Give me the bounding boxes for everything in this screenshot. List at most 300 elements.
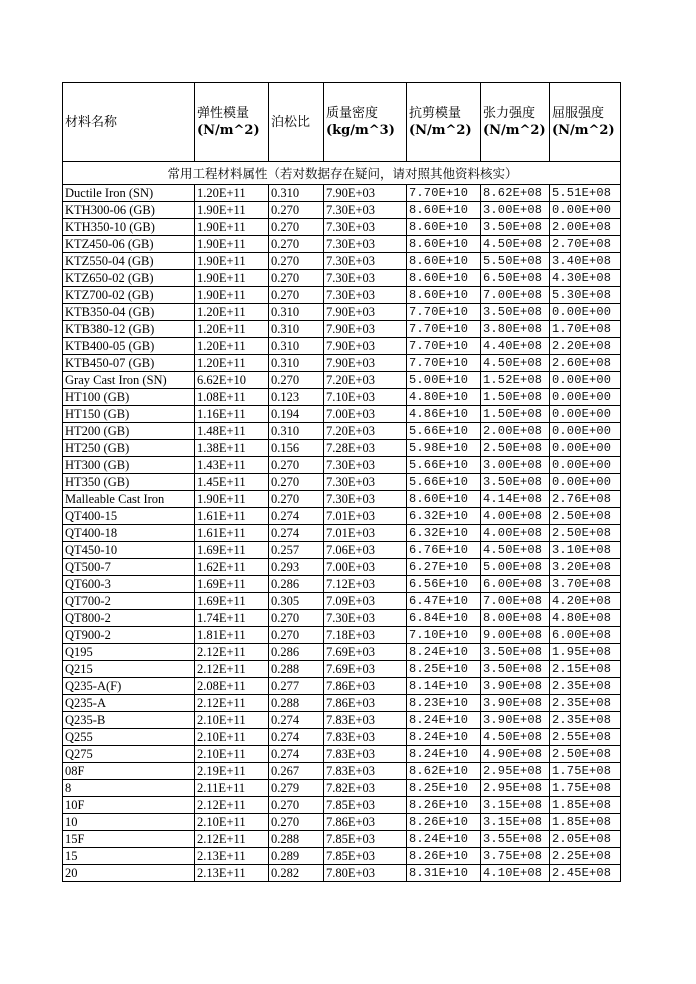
cell-shear-modulus: 8.23E+10 bbox=[407, 695, 481, 712]
cell-tensile-strength: 9.00E+08 bbox=[481, 627, 550, 644]
cell-mass-density: 7.86E+03 bbox=[324, 695, 407, 712]
cell-yield-strength: 1.95E+08 bbox=[550, 644, 621, 661]
table-row bbox=[63, 202, 621, 219]
cell-poisson-ratio: 0.274 bbox=[269, 525, 324, 542]
cell-poisson-ratio: 0.274 bbox=[269, 729, 324, 746]
cell-yield-strength: 1.75E+08 bbox=[550, 763, 621, 780]
table-row bbox=[63, 270, 621, 287]
cell-material-name: KTZ450-06 (GB) bbox=[63, 236, 195, 253]
cell-shear-modulus: 6.47E+10 bbox=[407, 593, 481, 610]
cell-poisson-ratio: 0.270 bbox=[269, 627, 324, 644]
cell-mass-density: 7.85E+03 bbox=[324, 848, 407, 865]
cell-poisson-ratio: 0.270 bbox=[269, 814, 324, 831]
cell-elastic-modulus: 1.43E+11 bbox=[195, 457, 269, 474]
cell-material-name: Q195 bbox=[63, 644, 195, 661]
cell-material-name: KTB350-04 (GB) bbox=[63, 304, 195, 321]
cell-tensile-strength: 4.50E+08 bbox=[481, 236, 550, 253]
cell-yield-strength: 3.70E+08 bbox=[550, 576, 621, 593]
cell-mass-density: 7.06E+03 bbox=[324, 542, 407, 559]
cell-poisson-ratio: 0.274 bbox=[269, 712, 324, 729]
cell-mass-density: 7.90E+03 bbox=[324, 304, 407, 321]
cell-elastic-modulus: 2.12E+11 bbox=[195, 661, 269, 678]
cell-elastic-modulus: 1.45E+11 bbox=[195, 474, 269, 491]
cell-tensile-strength: 2.00E+08 bbox=[481, 423, 550, 440]
cell-material-name: KTZ650-02 (GB) bbox=[63, 270, 195, 287]
cell-tensile-strength: 2.50E+08 bbox=[481, 440, 550, 457]
cell-shear-modulus: 8.26E+10 bbox=[407, 848, 481, 865]
cell-material-name: KTH300-06 (GB) bbox=[63, 202, 195, 219]
cell-material-name: HT250 (GB) bbox=[63, 440, 195, 457]
cell-yield-strength: 0.00E+00 bbox=[550, 372, 621, 389]
table-row bbox=[63, 457, 621, 474]
cell-poisson-ratio: 0.270 bbox=[269, 270, 324, 287]
cell-shear-modulus: 4.86E+10 bbox=[407, 406, 481, 423]
cell-material-name: 15 bbox=[63, 848, 195, 865]
cell-poisson-ratio: 0.123 bbox=[269, 389, 324, 406]
cell-material-name: HT150 (GB) bbox=[63, 406, 195, 423]
cell-material-name: KTB380-12 (GB) bbox=[63, 321, 195, 338]
cell-material-name: Q235-B bbox=[63, 712, 195, 729]
cell-elastic-modulus: 2.10E+11 bbox=[195, 729, 269, 746]
cell-shear-modulus: 8.24E+10 bbox=[407, 746, 481, 763]
cell-yield-strength: 5.30E+08 bbox=[550, 287, 621, 304]
cell-mass-density: 7.09E+03 bbox=[324, 593, 407, 610]
cell-material-name: KTZ550-04 (GB) bbox=[63, 253, 195, 270]
table-row bbox=[63, 627, 621, 644]
table-row bbox=[63, 236, 621, 253]
cell-elastic-modulus: 1.48E+11 bbox=[195, 423, 269, 440]
cell-yield-strength: 2.00E+08 bbox=[550, 219, 621, 236]
cell-yield-strength: 2.76E+08 bbox=[550, 491, 621, 508]
cell-poisson-ratio: 0.194 bbox=[269, 406, 324, 423]
table-row bbox=[63, 746, 621, 763]
cell-mass-density: 7.28E+03 bbox=[324, 440, 407, 457]
header-tensile-strength: 张力强度 (N/m^2) bbox=[481, 83, 550, 162]
cell-mass-density: 7.86E+03 bbox=[324, 678, 407, 695]
cell-tensile-strength: 2.95E+08 bbox=[481, 780, 550, 797]
table-row bbox=[63, 355, 621, 372]
table-row bbox=[63, 644, 621, 661]
cell-mass-density: 7.01E+03 bbox=[324, 508, 407, 525]
table-row bbox=[63, 780, 621, 797]
cell-yield-strength: 1.85E+08 bbox=[550, 797, 621, 814]
cell-elastic-modulus: 1.74E+11 bbox=[195, 610, 269, 627]
cell-poisson-ratio: 0.286 bbox=[269, 576, 324, 593]
cell-tensile-strength: 3.55E+08 bbox=[481, 831, 550, 848]
cell-elastic-modulus: 2.12E+11 bbox=[195, 644, 269, 661]
cell-yield-strength: 2.55E+08 bbox=[550, 729, 621, 746]
cell-material-name: KTB400-05 (GB) bbox=[63, 338, 195, 355]
cell-shear-modulus: 8.31E+10 bbox=[407, 865, 481, 882]
cell-tensile-strength: 6.50E+08 bbox=[481, 270, 550, 287]
cell-elastic-modulus: 1.61E+11 bbox=[195, 525, 269, 542]
header-row bbox=[63, 83, 621, 162]
cell-material-name: HT300 (GB) bbox=[63, 457, 195, 474]
cell-poisson-ratio: 0.288 bbox=[269, 831, 324, 848]
cell-material-name: KTZ700-02 (GB) bbox=[63, 287, 195, 304]
table-row bbox=[63, 797, 621, 814]
cell-yield-strength: 2.25E+08 bbox=[550, 848, 621, 865]
cell-yield-strength: 2.15E+08 bbox=[550, 661, 621, 678]
cell-shear-modulus: 6.27E+10 bbox=[407, 559, 481, 576]
cell-mass-density: 7.30E+03 bbox=[324, 202, 407, 219]
cell-tensile-strength: 3.50E+08 bbox=[481, 219, 550, 236]
cell-elastic-modulus: 1.20E+11 bbox=[195, 321, 269, 338]
cell-mass-density: 7.90E+03 bbox=[324, 321, 407, 338]
cell-yield-strength: 0.00E+00 bbox=[550, 389, 621, 406]
cell-material-name: 08F bbox=[63, 763, 195, 780]
table-row bbox=[63, 372, 621, 389]
cell-elastic-modulus: 2.13E+11 bbox=[195, 848, 269, 865]
cell-tensile-strength: 3.50E+08 bbox=[481, 474, 550, 491]
cell-yield-strength: 2.35E+08 bbox=[550, 712, 621, 729]
table-row bbox=[63, 661, 621, 678]
cell-mass-density: 7.85E+03 bbox=[324, 831, 407, 848]
cell-shear-modulus: 6.32E+10 bbox=[407, 508, 481, 525]
header-mass-density: 质量密度 (kg/m^3) bbox=[324, 83, 407, 162]
cell-yield-strength: 1.85E+08 bbox=[550, 814, 621, 831]
cell-tensile-strength: 1.50E+08 bbox=[481, 389, 550, 406]
cell-tensile-strength: 7.00E+08 bbox=[481, 593, 550, 610]
material-properties-table bbox=[62, 82, 621, 882]
cell-mass-density: 7.30E+03 bbox=[324, 491, 407, 508]
cell-mass-density: 7.30E+03 bbox=[324, 610, 407, 627]
cell-yield-strength: 0.00E+00 bbox=[550, 304, 621, 321]
cell-tensile-strength: 3.00E+08 bbox=[481, 202, 550, 219]
cell-shear-modulus: 7.70E+10 bbox=[407, 185, 481, 202]
cell-poisson-ratio: 0.310 bbox=[269, 338, 324, 355]
cell-material-name: HT100 (GB) bbox=[63, 389, 195, 406]
header-shear-modulus: 抗剪模量 (N/m^2) bbox=[407, 83, 481, 162]
cell-material-name: Q235-A(F) bbox=[63, 678, 195, 695]
cell-elastic-modulus: 1.20E+11 bbox=[195, 355, 269, 372]
cell-elastic-modulus: 2.08E+11 bbox=[195, 678, 269, 695]
cell-material-name: Ductile Iron (SN) bbox=[63, 185, 195, 202]
cell-poisson-ratio: 0.293 bbox=[269, 559, 324, 576]
cell-poisson-ratio: 0.310 bbox=[269, 355, 324, 372]
cell-elastic-modulus: 1.90E+11 bbox=[195, 202, 269, 219]
cell-poisson-ratio: 0.274 bbox=[269, 508, 324, 525]
table-body bbox=[63, 83, 621, 882]
table-row bbox=[63, 253, 621, 270]
cell-poisson-ratio: 0.257 bbox=[269, 542, 324, 559]
cell-elastic-modulus: 1.08E+11 bbox=[195, 389, 269, 406]
cell-elastic-modulus: 1.90E+11 bbox=[195, 219, 269, 236]
cell-elastic-modulus: 2.19E+11 bbox=[195, 763, 269, 780]
cell-shear-modulus: 8.25E+10 bbox=[407, 661, 481, 678]
cell-mass-density: 7.30E+03 bbox=[324, 253, 407, 270]
cell-mass-density: 7.90E+03 bbox=[324, 185, 407, 202]
cell-material-name: 10F bbox=[63, 797, 195, 814]
cell-mass-density: 7.90E+03 bbox=[324, 338, 407, 355]
table-row bbox=[63, 712, 621, 729]
cell-elastic-modulus: 1.69E+11 bbox=[195, 542, 269, 559]
cell-elastic-modulus: 1.20E+11 bbox=[195, 338, 269, 355]
table-row bbox=[63, 593, 621, 610]
cell-poisson-ratio: 0.270 bbox=[269, 287, 324, 304]
table-row bbox=[63, 304, 621, 321]
cell-elastic-modulus: 1.81E+11 bbox=[195, 627, 269, 644]
cell-mass-density: 7.90E+03 bbox=[324, 355, 407, 372]
cell-elastic-modulus: 2.10E+11 bbox=[195, 712, 269, 729]
table-row bbox=[63, 287, 621, 304]
cell-mass-density: 7.30E+03 bbox=[324, 287, 407, 304]
cell-mass-density: 7.00E+03 bbox=[324, 559, 407, 576]
cell-yield-strength: 4.20E+08 bbox=[550, 593, 621, 610]
cell-mass-density: 7.82E+03 bbox=[324, 780, 407, 797]
header-yield-strength: 屈服强度 (N/m^2) bbox=[550, 83, 621, 162]
cell-shear-modulus: 8.24E+10 bbox=[407, 712, 481, 729]
table-row bbox=[63, 559, 621, 576]
cell-tensile-strength: 4.40E+08 bbox=[481, 338, 550, 355]
cell-yield-strength: 2.35E+08 bbox=[550, 678, 621, 695]
cell-material-name: Q275 bbox=[63, 746, 195, 763]
cell-poisson-ratio: 0.279 bbox=[269, 780, 324, 797]
cell-shear-modulus: 8.60E+10 bbox=[407, 236, 481, 253]
table-row bbox=[63, 814, 621, 831]
cell-shear-modulus: 7.70E+10 bbox=[407, 321, 481, 338]
cell-elastic-modulus: 1.16E+11 bbox=[195, 406, 269, 423]
table-row bbox=[63, 865, 621, 882]
table-row bbox=[63, 695, 621, 712]
cell-poisson-ratio: 0.310 bbox=[269, 423, 324, 440]
table-row bbox=[63, 491, 621, 508]
cell-mass-density: 7.20E+03 bbox=[324, 372, 407, 389]
cell-yield-strength: 0.00E+00 bbox=[550, 423, 621, 440]
cell-mass-density: 7.69E+03 bbox=[324, 661, 407, 678]
cell-tensile-strength: 8.62E+08 bbox=[481, 185, 550, 202]
cell-yield-strength: 0.00E+00 bbox=[550, 202, 621, 219]
cell-material-name: Q215 bbox=[63, 661, 195, 678]
cell-shear-modulus: 8.26E+10 bbox=[407, 797, 481, 814]
cell-material-name: QT400-15 bbox=[63, 508, 195, 525]
cell-tensile-strength: 4.00E+08 bbox=[481, 525, 550, 542]
cell-mass-density: 7.80E+03 bbox=[324, 865, 407, 882]
cell-yield-strength: 6.00E+08 bbox=[550, 627, 621, 644]
cell-material-name: Gray Cast Iron (SN) bbox=[63, 372, 195, 389]
cell-mass-density: 7.20E+03 bbox=[324, 423, 407, 440]
cell-poisson-ratio: 0.270 bbox=[269, 202, 324, 219]
cell-elastic-modulus: 1.38E+11 bbox=[195, 440, 269, 457]
cell-tensile-strength: 7.00E+08 bbox=[481, 287, 550, 304]
cell-material-name: 10 bbox=[63, 814, 195, 831]
cell-material-name: 15F bbox=[63, 831, 195, 848]
cell-mass-density: 7.83E+03 bbox=[324, 746, 407, 763]
cell-material-name: Q235-A bbox=[63, 695, 195, 712]
cell-shear-modulus: 8.60E+10 bbox=[407, 202, 481, 219]
cell-poisson-ratio: 0.310 bbox=[269, 304, 324, 321]
cell-shear-modulus: 7.70E+10 bbox=[407, 338, 481, 355]
cell-tensile-strength: 4.50E+08 bbox=[481, 355, 550, 372]
cell-poisson-ratio: 0.310 bbox=[269, 321, 324, 338]
cell-shear-modulus: 6.84E+10 bbox=[407, 610, 481, 627]
cell-material-name: KTB450-07 (GB) bbox=[63, 355, 195, 372]
table-row bbox=[63, 542, 621, 559]
cell-mass-density: 7.00E+03 bbox=[324, 406, 407, 423]
cell-tensile-strength: 4.50E+08 bbox=[481, 542, 550, 559]
cell-mass-density: 7.30E+03 bbox=[324, 474, 407, 491]
cell-poisson-ratio: 0.289 bbox=[269, 848, 324, 865]
table-row bbox=[63, 406, 621, 423]
cell-poisson-ratio: 0.270 bbox=[269, 474, 324, 491]
cell-tensile-strength: 1.52E+08 bbox=[481, 372, 550, 389]
cell-tensile-strength: 5.50E+08 bbox=[481, 253, 550, 270]
cell-yield-strength: 3.20E+08 bbox=[550, 559, 621, 576]
cell-shear-modulus: 5.00E+10 bbox=[407, 372, 481, 389]
cell-yield-strength: 5.51E+08 bbox=[550, 185, 621, 202]
cell-shear-modulus: 8.26E+10 bbox=[407, 814, 481, 831]
cell-material-name: HT200 (GB) bbox=[63, 423, 195, 440]
cell-mass-density: 7.18E+03 bbox=[324, 627, 407, 644]
cell-tensile-strength: 3.15E+08 bbox=[481, 814, 550, 831]
cell-material-name: Q255 bbox=[63, 729, 195, 746]
cell-material-name: QT800-2 bbox=[63, 610, 195, 627]
cell-elastic-modulus: 2.11E+11 bbox=[195, 780, 269, 797]
cell-yield-strength: 4.30E+08 bbox=[550, 270, 621, 287]
cell-poisson-ratio: 0.288 bbox=[269, 661, 324, 678]
cell-tensile-strength: 4.90E+08 bbox=[481, 746, 550, 763]
cell-poisson-ratio: 0.270 bbox=[269, 236, 324, 253]
table-row bbox=[63, 508, 621, 525]
cell-shear-modulus: 8.24E+10 bbox=[407, 831, 481, 848]
cell-elastic-modulus: 2.12E+11 bbox=[195, 797, 269, 814]
cell-yield-strength: 0.00E+00 bbox=[550, 406, 621, 423]
table-row bbox=[63, 763, 621, 780]
cell-elastic-modulus: 1.90E+11 bbox=[195, 287, 269, 304]
table-row bbox=[63, 474, 621, 491]
cell-poisson-ratio: 0.310 bbox=[269, 185, 324, 202]
table-row bbox=[63, 729, 621, 746]
cell-tensile-strength: 6.00E+08 bbox=[481, 576, 550, 593]
header-material-name: 材料名称 bbox=[63, 83, 195, 162]
cell-poisson-ratio: 0.270 bbox=[269, 457, 324, 474]
cell-elastic-modulus: 1.90E+11 bbox=[195, 236, 269, 253]
cell-mass-density: 7.30E+03 bbox=[324, 457, 407, 474]
cell-yield-strength: 2.50E+08 bbox=[550, 525, 621, 542]
header-poisson-ratio: 泊松比 bbox=[269, 83, 324, 162]
cell-yield-strength: 1.75E+08 bbox=[550, 780, 621, 797]
cell-shear-modulus: 8.24E+10 bbox=[407, 729, 481, 746]
cell-material-name: KTH350-10 (GB) bbox=[63, 219, 195, 236]
cell-tensile-strength: 3.50E+08 bbox=[481, 304, 550, 321]
table-row bbox=[63, 831, 621, 848]
cell-material-name: QT400-18 bbox=[63, 525, 195, 542]
cell-tensile-strength: 5.00E+08 bbox=[481, 559, 550, 576]
cell-shear-modulus: 8.60E+10 bbox=[407, 253, 481, 270]
cell-yield-strength: 2.05E+08 bbox=[550, 831, 621, 848]
cell-mass-density: 7.83E+03 bbox=[324, 712, 407, 729]
table-row bbox=[63, 525, 621, 542]
cell-yield-strength: 2.35E+08 bbox=[550, 695, 621, 712]
cell-elastic-modulus: 1.20E+11 bbox=[195, 304, 269, 321]
table-row bbox=[63, 389, 621, 406]
table-row bbox=[63, 848, 621, 865]
cell-yield-strength: 2.20E+08 bbox=[550, 338, 621, 355]
cell-elastic-modulus: 2.10E+11 bbox=[195, 746, 269, 763]
cell-elastic-modulus: 1.62E+11 bbox=[195, 559, 269, 576]
cell-poisson-ratio: 0.286 bbox=[269, 644, 324, 661]
cell-tensile-strength: 1.50E+08 bbox=[481, 406, 550, 423]
cell-yield-strength: 2.50E+08 bbox=[550, 746, 621, 763]
cell-material-name: QT500-7 bbox=[63, 559, 195, 576]
cell-mass-density: 7.83E+03 bbox=[324, 729, 407, 746]
cell-elastic-modulus: 1.90E+11 bbox=[195, 270, 269, 287]
cell-mass-density: 7.86E+03 bbox=[324, 814, 407, 831]
cell-tensile-strength: 3.90E+08 bbox=[481, 712, 550, 729]
cell-material-name: 8 bbox=[63, 780, 195, 797]
cell-tensile-strength: 3.90E+08 bbox=[481, 695, 550, 712]
table-row bbox=[63, 338, 621, 355]
cell-elastic-modulus: 1.69E+11 bbox=[195, 593, 269, 610]
cell-shear-modulus: 7.10E+10 bbox=[407, 627, 481, 644]
cell-tensile-strength: 3.50E+08 bbox=[481, 661, 550, 678]
table-subtitle: 常用工程材料属性（若对数据存在疑问，请对照其他资料核实） bbox=[63, 162, 621, 185]
cell-poisson-ratio: 0.270 bbox=[269, 253, 324, 270]
cell-yield-strength: 4.80E+08 bbox=[550, 610, 621, 627]
table-row bbox=[63, 185, 621, 202]
cell-poisson-ratio: 0.277 bbox=[269, 678, 324, 695]
cell-poisson-ratio: 0.270 bbox=[269, 219, 324, 236]
cell-poisson-ratio: 0.270 bbox=[269, 797, 324, 814]
cell-elastic-modulus: 2.12E+11 bbox=[195, 831, 269, 848]
cell-yield-strength: 2.60E+08 bbox=[550, 355, 621, 372]
cell-mass-density: 7.10E+03 bbox=[324, 389, 407, 406]
cell-poisson-ratio: 0.156 bbox=[269, 440, 324, 457]
cell-shear-modulus: 8.60E+10 bbox=[407, 287, 481, 304]
table-row bbox=[63, 678, 621, 695]
cell-tensile-strength: 3.50E+08 bbox=[481, 644, 550, 661]
cell-shear-modulus: 5.66E+10 bbox=[407, 423, 481, 440]
cell-mass-density: 7.30E+03 bbox=[324, 236, 407, 253]
header-elastic-modulus: 弹性模量 (N/m^2) bbox=[195, 83, 269, 162]
cell-tensile-strength: 2.95E+08 bbox=[481, 763, 550, 780]
cell-shear-modulus: 8.14E+10 bbox=[407, 678, 481, 695]
cell-elastic-modulus: 2.12E+11 bbox=[195, 695, 269, 712]
cell-poisson-ratio: 0.282 bbox=[269, 865, 324, 882]
cell-poisson-ratio: 0.288 bbox=[269, 695, 324, 712]
cell-elastic-modulus: 1.61E+11 bbox=[195, 508, 269, 525]
cell-tensile-strength: 4.50E+08 bbox=[481, 729, 550, 746]
cell-yield-strength: 0.00E+00 bbox=[550, 474, 621, 491]
cell-shear-modulus: 5.66E+10 bbox=[407, 457, 481, 474]
cell-yield-strength: 0.00E+00 bbox=[550, 457, 621, 474]
cell-shear-modulus: 8.62E+10 bbox=[407, 763, 481, 780]
cell-tensile-strength: 4.00E+08 bbox=[481, 508, 550, 525]
cell-tensile-strength: 3.75E+08 bbox=[481, 848, 550, 865]
cell-shear-modulus: 5.66E+10 bbox=[407, 474, 481, 491]
cell-material-name: QT900-2 bbox=[63, 627, 195, 644]
cell-mass-density: 7.01E+03 bbox=[324, 525, 407, 542]
cell-shear-modulus: 6.32E+10 bbox=[407, 525, 481, 542]
cell-shear-modulus: 7.70E+10 bbox=[407, 355, 481, 372]
cell-elastic-modulus: 2.10E+11 bbox=[195, 814, 269, 831]
cell-mass-density: 7.83E+03 bbox=[324, 763, 407, 780]
cell-material-name: 20 bbox=[63, 865, 195, 882]
cell-material-name: QT600-3 bbox=[63, 576, 195, 593]
cell-shear-modulus: 8.60E+10 bbox=[407, 491, 481, 508]
cell-shear-modulus: 5.98E+10 bbox=[407, 440, 481, 457]
cell-poisson-ratio: 0.270 bbox=[269, 491, 324, 508]
subtitle-row bbox=[63, 162, 621, 185]
cell-yield-strength: 0.00E+00 bbox=[550, 440, 621, 457]
cell-poisson-ratio: 0.270 bbox=[269, 610, 324, 627]
table-row bbox=[63, 610, 621, 627]
cell-elastic-modulus: 1.90E+11 bbox=[195, 253, 269, 270]
cell-yield-strength: 2.70E+08 bbox=[550, 236, 621, 253]
cell-shear-modulus: 6.56E+10 bbox=[407, 576, 481, 593]
cell-tensile-strength: 3.00E+08 bbox=[481, 457, 550, 474]
cell-elastic-modulus: 1.90E+11 bbox=[195, 491, 269, 508]
